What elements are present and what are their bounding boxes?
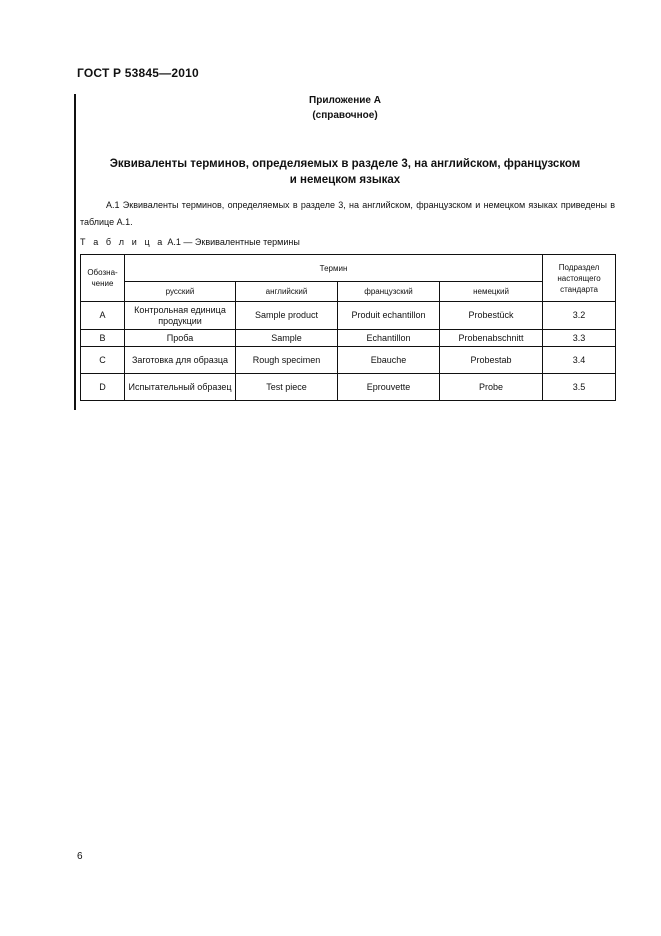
cell-french: Produit echantillon — [338, 302, 440, 330]
cell-subsection: 3.5 — [543, 374, 616, 401]
cell-german: Probestab — [440, 347, 543, 374]
cell-german: Probestück — [440, 302, 543, 330]
section-paragraph: А.1 Эквиваленты терминов, определяемых в разделе 3, на английском, французском и немецком языках приведены в таблице А.1. — [80, 200, 615, 227]
cell-french: Echantillon — [338, 330, 440, 347]
header-french: французский — [338, 282, 440, 302]
section-heading — [80, 156, 610, 188]
cell-english: Sample product — [236, 302, 338, 330]
cell-subsection: 3.3 — [543, 330, 616, 347]
cell-designation: C — [81, 347, 125, 374]
cell-subsection: 3.2 — [543, 302, 616, 330]
appendix-title: Приложение А — [309, 95, 381, 106]
cell-designation: A — [81, 302, 125, 330]
section-heading-line-1: Эквиваленты терминов, определяемых в разделе 3, на английском, французском — [109, 158, 581, 170]
terms-table — [80, 254, 616, 401]
cell-french: Ebauche — [338, 347, 440, 374]
cell-designation: D — [81, 374, 125, 401]
table-caption — [80, 237, 300, 247]
document-code: ГОСТ Р 53845—2010 — [77, 66, 199, 80]
cell-russian: Заготовка для образца — [125, 347, 236, 374]
table-row — [81, 347, 616, 374]
header-english: английский — [236, 282, 338, 302]
cell-subsection: 3.4 — [543, 347, 616, 374]
header-subsection: Подраздел настоящего стандарта — [543, 255, 616, 302]
table-row — [81, 330, 616, 347]
cell-german: Probe — [440, 374, 543, 401]
cell-russian: Контрольная единица продукции — [125, 302, 236, 330]
cell-german: Probenabschnitt — [440, 330, 543, 347]
header-term: Термин — [125, 255, 543, 282]
cell-english: Sample — [236, 330, 338, 347]
appendix-subtitle: (справочное) — [312, 110, 378, 121]
table-header-row — [81, 255, 616, 282]
revision-margin-bar — [74, 94, 76, 410]
cell-russian: Проба — [125, 330, 236, 347]
cell-russian: Испытательный образец — [125, 374, 236, 401]
table-subheader-row — [81, 282, 616, 302]
table-row — [81, 374, 616, 401]
header-designation: Обозна-чение — [81, 255, 125, 302]
cell-designation: B — [81, 330, 125, 347]
header-german: немецкий — [440, 282, 543, 302]
cell-french: Eprouvette — [338, 374, 440, 401]
cell-english: Test piece — [236, 374, 338, 401]
page-number: 6 — [77, 851, 83, 862]
table-caption-prefix: Т а б л и ц а — [80, 237, 165, 247]
table-row — [81, 302, 616, 330]
table-caption-text: А.1 — Эквивалентные термины — [167, 237, 300, 247]
section-heading-line-2: и немецком языках — [289, 174, 401, 186]
cell-english: Rough specimen — [236, 347, 338, 374]
header-russian: русский — [125, 282, 236, 302]
